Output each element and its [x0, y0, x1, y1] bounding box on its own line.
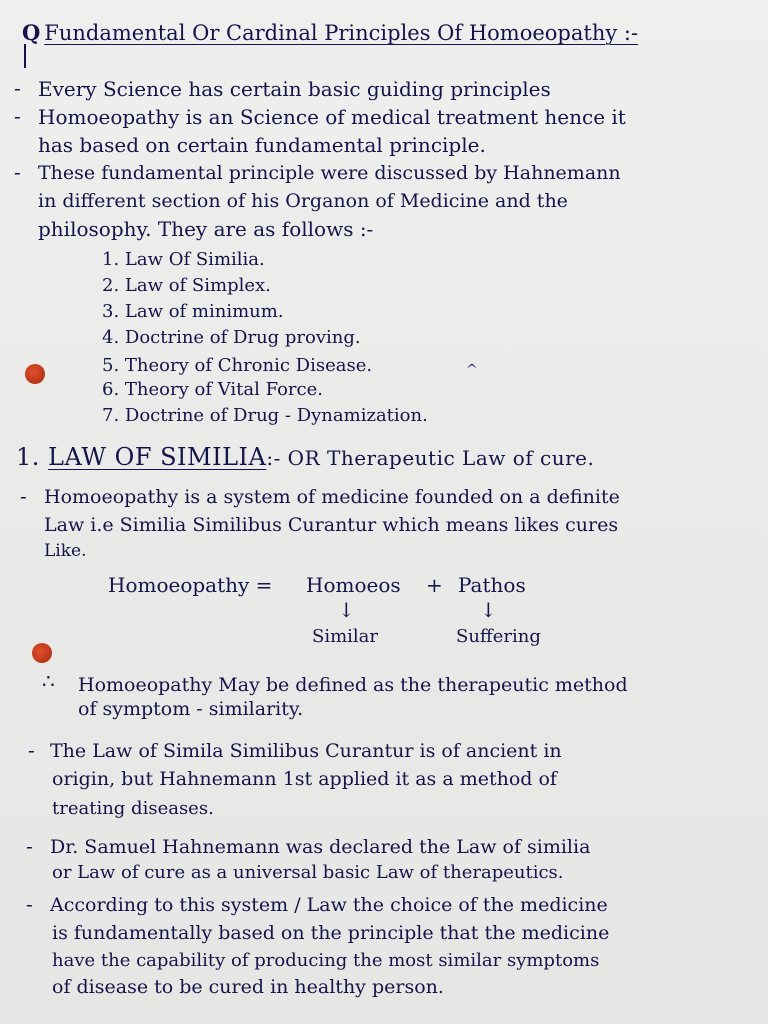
intro-line: has based on certain fundamental principle. [38, 133, 486, 157]
dash-bullet: - [14, 76, 21, 100]
intro-line: Homoeopathy is an Science of medical treatment hence it [38, 105, 626, 129]
section-title: LAW OF SIMILIA [48, 443, 267, 471]
similia-line: treating diseases. [52, 798, 214, 819]
similia-line: of disease to be cured in healthy person. [52, 976, 444, 998]
principle-item: 7. Doctrine of Drug - Dynamization. [102, 405, 428, 426]
page-title [22, 20, 638, 46]
red-dot [25, 364, 45, 384]
formula-term-pathos: Pathos [458, 573, 526, 597]
definition-line: Homoeopathy May be defined as the therapeutic method [78, 674, 628, 696]
similia-line: origin, but Hahnemann 1st applied it as a method of [52, 768, 557, 790]
intro-line: These fundamental principle were discussed by Hahnemann [38, 162, 621, 184]
intro-line: philosophy. They are as follows :- [38, 217, 374, 241]
formula-lhs: Homoeopathy = [108, 573, 273, 597]
principle-item: 3. Law of minimum. [102, 301, 284, 322]
dash-bullet: - [14, 160, 21, 184]
similia-line: Homoeopathy is a system of medicine founded on a definite [44, 486, 620, 508]
similia-line: According to this system / Law the choice of the medicine [50, 894, 608, 916]
dash-bullet: - [20, 484, 27, 508]
principle-item: 1. Law Of Similia. [102, 249, 265, 270]
section-heading [16, 444, 594, 471]
caret-mark: ^ [466, 362, 478, 378]
formula-term-homoeos: Homoeos [306, 573, 401, 597]
similia-line: Law i.e Similia Similibus Curantur which means likes cures [44, 514, 619, 536]
down-arrow-icon: ↓ [338, 598, 355, 622]
similia-line: have the capability of producing the most similar symptoms [52, 950, 600, 971]
margin-stroke [24, 44, 26, 68]
intro-line: Every Science has certain basic guiding principles [38, 77, 551, 101]
principle-item: 2. Law of Simplex. [102, 275, 271, 296]
dash-bullet: - [26, 892, 33, 916]
red-dot [32, 643, 52, 663]
similia-line: is fundamentally based on the principle that the medicine [52, 922, 610, 944]
definition-line: of symptom - similarity. [78, 698, 304, 720]
down-arrow-icon: ↓ [480, 598, 497, 622]
therefore-symbol: ∴ [42, 669, 55, 693]
formula-plus: + [426, 573, 443, 597]
dash-bullet: - [28, 738, 35, 762]
dash-bullet: - [26, 834, 33, 858]
formula-meaning-suffering: Suffering [456, 626, 541, 647]
dash-bullet: - [14, 104, 21, 128]
title-text: Fundamental Or Cardinal Principles Of Homoeopathy :- [44, 21, 639, 45]
similia-line: or Law of cure as a universal basic Law of therapeutics. [52, 862, 564, 883]
similia-line: Dr. Samuel Hahnemann was declared the Law of similia [50, 836, 591, 858]
similia-line: The Law of Simila Similibus Curantur is of ancient in [50, 740, 562, 762]
principle-item: 6. Theory of Vital Force. [102, 379, 323, 400]
similia-line: Like. [44, 541, 87, 561]
question-marker: Q [22, 20, 41, 45]
principle-item: 4. Doctrine of Drug proving. [102, 327, 361, 348]
intro-line: in different section of his Organon of Medicine and the [38, 190, 568, 212]
section-subtitle: :- OR Therapeutic Law of cure. [266, 446, 595, 470]
formula-meaning-similar: Similar [312, 626, 379, 647]
principle-item: 5. Theory of Chronic Disease. [102, 355, 373, 376]
section-number: 1. [16, 443, 40, 471]
